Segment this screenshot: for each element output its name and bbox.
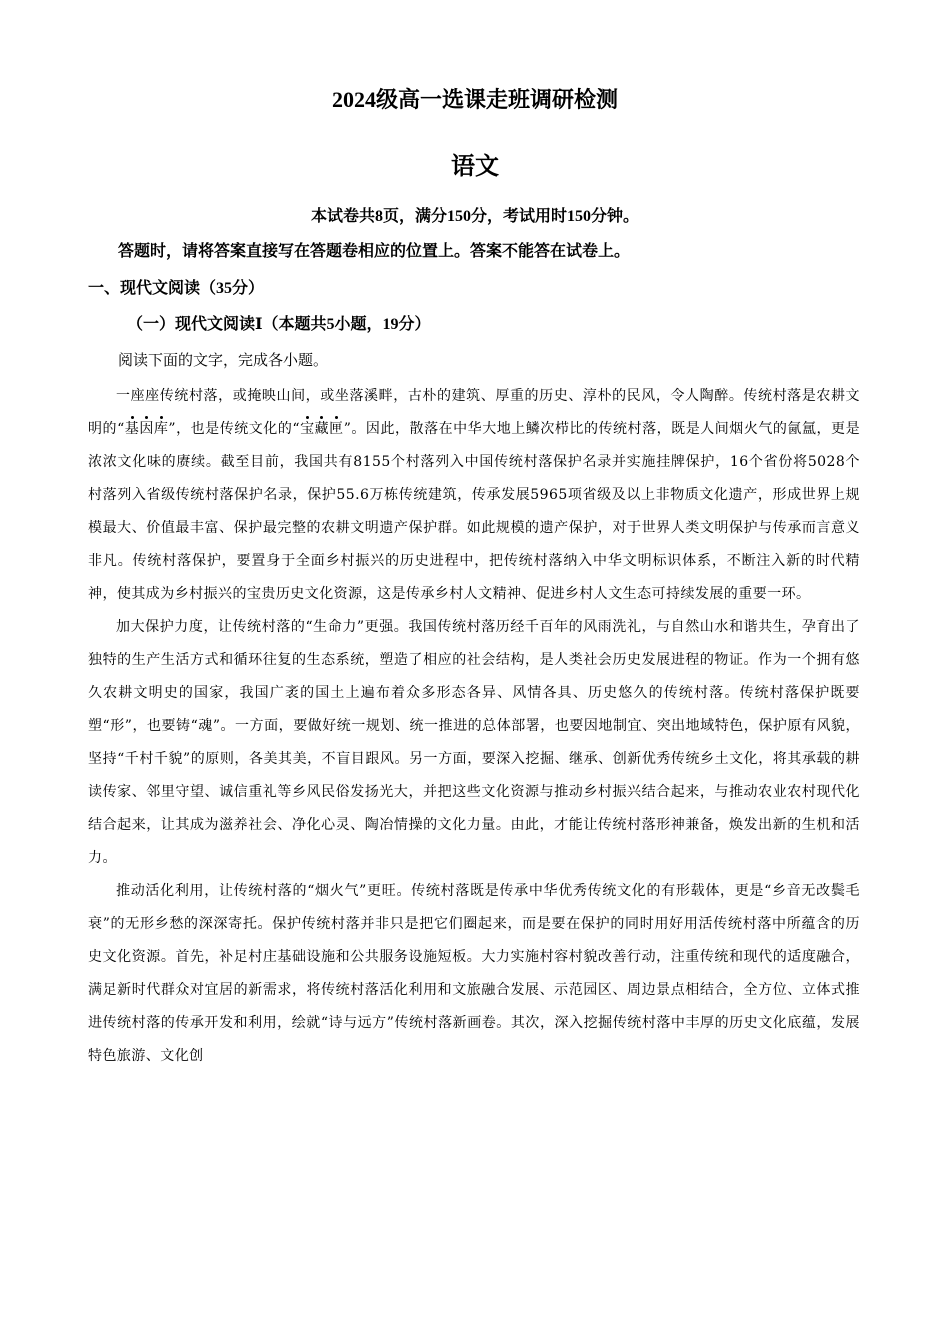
exam-title: 2024级高一选课走班调研检测 xyxy=(331,87,618,112)
section-heading: 一、现代文阅读（35分） xyxy=(88,280,265,297)
paragraph-1-end: ”。因此，散落在中华大地上鳞次栉比的传统村落，既是人间烟火气的氤氲，更是浓浓文化味的赓续。截至目前，我国共有8155个村落列入中国传统村落保护名录并实施挂牌保护，16个省份将5028个村落列入省级传统村落保护名录，保护55.6万栋传统建筑，传承发展5965项省级及以上非物质文化遗产，形成世界上规模最大、价值最丰富、保护最完整的农耕文明遗产保护群。如此规模的遗产保护，对于世界人类文明保护与传承而言意义非凡。传统村落保护，要置身于全面乡村振兴的历史进程中，把传统村落纳入中华文明标识体系，不断注入新的时代精神，使其成为乡村振兴的宝贵历史文化资源，这是传承乡村人文精神、促进乡村人文生态可持续发展的重要一环。 xyxy=(88,421,861,602)
subsection-heading: （一）现代文阅读Ⅰ（本题共5小题，19分） xyxy=(127,316,431,333)
passage-paragraph-1 xyxy=(88,380,860,611)
exam-info: 本试卷共8页，满分150分，考试用时150分钟。 xyxy=(310,208,639,225)
emphasis-char: 库 xyxy=(153,421,169,437)
emphasis-char: 基 xyxy=(124,421,140,437)
paragraph-1-middle: ”，也是传统文化的“ xyxy=(168,421,300,437)
subject-title: 语文 xyxy=(451,154,499,180)
passage-paragraph-2: 加大保护力度，让传统村落的“生命力”更强。我国传统村落历经千百年的风雨洗礼，与自然山水和谐共生，孕育出了独特的生产生活方式和循环往复的生态系统，塑造了相应的社会结构，是人类社会历史发展进程的物证。作为一个拥有悠久农耕文明史的国家，我国广袤的国土上遍布着众多形态各异、风情各具、历史悠久的传统村落。传统村落保护既要塑“形”，也要铸“魂”。一方面，要做好统一规划、统一推进的总体部署，也要因地制宜、突出地域特色，保护原有风貌，坚持“千村千貌”的原则，各美其美，不盲目跟风。另一方面，要深入挖掘、继承、创新优秀传统乡土文化，将其承载的耕读传家、邻里守望、诚信重礼等乡风民俗发扬光大，并把这些文化资源与推动乡村振兴结合起来，与推动农业农村现代化结合起来，让其成为滋养社会、净化心灵、陶冶情操的文化力量。由此，才能让传统村落形神兼备，焕发出新的生机和活力。 xyxy=(88,619,860,866)
emphasis-char: 因 xyxy=(139,421,154,437)
paragraph-1-start: 一座座传统村落，或掩映山间，或坐落溪畔，古朴的建筑、厚重的历史、淳朴的民风，令人陶醉。传统村落是农耕文明的“ xyxy=(88,388,860,437)
emphasis-char: 匣 xyxy=(329,421,344,437)
emphasis-char: 藏 xyxy=(314,421,330,437)
passage-paragraph-3: 推动活化利用，让传统村落的“烟火气”更旺。传统村落既是传承中华优秀传统文化的有形载体，更是“乡音无改鬓毛衰”的无形乡愁的深深寄托。保护传统村落并非只是把它们圈起来，而是要在保护的同时用好用活传统村落中所蕴含的历史文化资源。首先，补足村庄基础设施和公共服务设施短板。大力实施村容村貌改善行动，注重传统和现代的适度融合，满足新时代群众对宜居的新需求，将传统村落活化利用和文旅融合发展、示范园区、周边景点相结合，全方位、立体式推进传统村落的传承开发和利用，绘就“诗与远方”传统村落新画卷。其次，深入挖掘传统村落中丰厚的历史文化底蕴，发展特色旅游、文化创 xyxy=(88,883,860,1064)
reading-prompt: 阅读下面的文字，完成各小题。 xyxy=(118,353,329,369)
emphasis-char: 宝 xyxy=(299,421,315,437)
reading-passage xyxy=(88,380,860,1073)
answer-instruction: 答题时，请将答案直接写在答题卷相应的位置上。答案不能答在试卷上。 xyxy=(118,243,631,260)
